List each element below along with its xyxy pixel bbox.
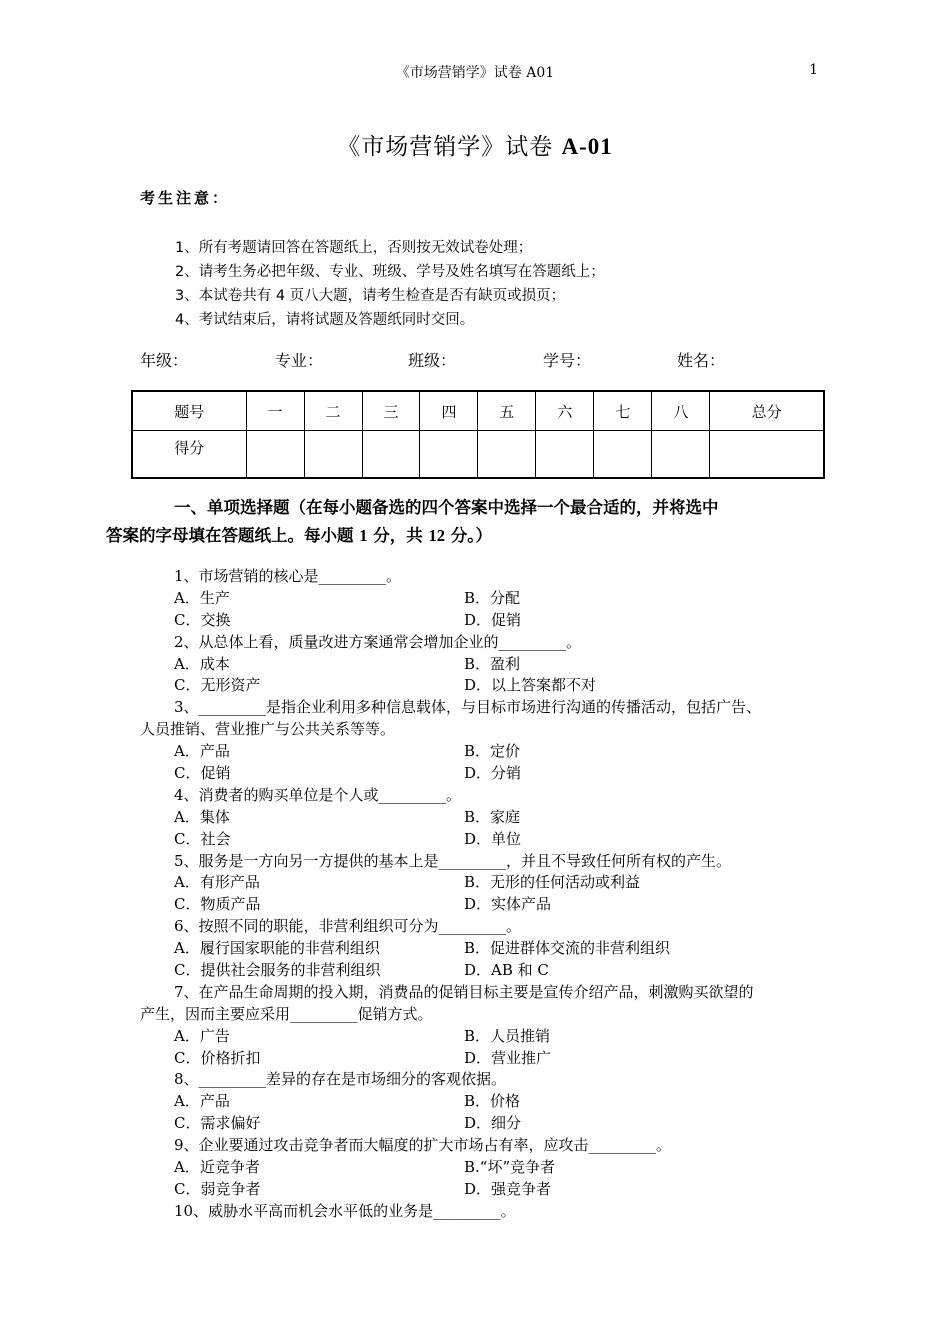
score-header-cell: 三 bbox=[362, 391, 420, 431]
grade-label: 年级： bbox=[140, 351, 189, 370]
score-cell bbox=[420, 431, 478, 479]
score-cell bbox=[304, 431, 362, 479]
option-row bbox=[140, 610, 830, 632]
score-header-cell: 一 bbox=[246, 391, 304, 431]
option-right: B．定价 bbox=[464, 742, 521, 761]
option-row bbox=[140, 1091, 830, 1113]
score-cell bbox=[594, 431, 652, 479]
score-table bbox=[131, 390, 825, 479]
score-row-label: 得分 bbox=[132, 431, 246, 479]
option-right: D．以上答案都不对 bbox=[464, 676, 597, 695]
question-stem: 6、按照不同的职能，非营利组织可分为_________。 bbox=[174, 917, 522, 936]
document-title-code: A-01 bbox=[561, 134, 613, 159]
score-header-cell: 四 bbox=[420, 391, 478, 431]
score-header-cell: 五 bbox=[478, 391, 536, 431]
section-1-total: 12 bbox=[428, 526, 445, 545]
question-list bbox=[140, 566, 830, 1223]
option-right: D．AB 和 C bbox=[464, 961, 549, 980]
option-right: B．无形的任何活动或利益 bbox=[464, 873, 641, 892]
option-right: B．人员推销 bbox=[464, 1026, 551, 1045]
major-label: 专业： bbox=[275, 351, 324, 370]
option-row bbox=[140, 872, 830, 894]
score-table-header-row bbox=[132, 391, 824, 431]
option-left: C．需求偏好 bbox=[174, 1114, 261, 1133]
option-row bbox=[140, 741, 830, 763]
section-1-heading-line bbox=[106, 522, 830, 550]
score-cell bbox=[652, 431, 710, 479]
option-row bbox=[140, 938, 830, 960]
score-table-score-row bbox=[132, 431, 824, 479]
option-left: C．弱竞争者 bbox=[174, 1179, 261, 1198]
option-row bbox=[140, 654, 830, 676]
name-label: 姓名： bbox=[677, 351, 726, 370]
option-right: D．实体产品 bbox=[464, 895, 552, 914]
option-left: C．促销 bbox=[174, 764, 231, 783]
option-row bbox=[140, 807, 830, 829]
option-left: C．无形资产 bbox=[174, 676, 261, 695]
option-right: B．促进群体交流的非营利组织 bbox=[464, 939, 671, 958]
option-right: D．细分 bbox=[464, 1114, 522, 1133]
page-number: 1 bbox=[809, 62, 818, 78]
score-header-cell: 七 bbox=[594, 391, 652, 431]
option-right: B．盈利 bbox=[464, 654, 521, 673]
option-left: A．生产 bbox=[174, 588, 230, 607]
option-left: A．履行国家职能的非营利组织 bbox=[174, 939, 380, 958]
option-left: A．产品 bbox=[174, 742, 230, 761]
notice-item: 1、所有考题请回答在答题纸上，否则按无效试卷处理； bbox=[175, 240, 533, 256]
question-stem: 产生，因而主要应采用_________促销方式。 bbox=[140, 1004, 433, 1023]
question-stem: 8、_________差异的存在是市场细分的客观依据。 bbox=[174, 1070, 507, 1089]
option-right: D．单位 bbox=[464, 829, 522, 848]
option-row bbox=[140, 894, 830, 916]
option-left: C．价格折扣 bbox=[174, 1048, 261, 1067]
notice-list bbox=[175, 236, 605, 332]
notice-item: 2、请考生务必把年级、专业、班级、学号及姓名填写在答题纸上； bbox=[175, 264, 605, 280]
section-1-heading-text: 答案的字母填在答题纸上。每小题 bbox=[106, 526, 360, 545]
option-left: A．产品 bbox=[174, 1092, 230, 1111]
option-left: A．有形产品 bbox=[174, 873, 260, 892]
option-row bbox=[140, 763, 830, 785]
question-stem: 7、在产品生命周期的投入期，消费品的促销目标主要是宣传介绍产品，刺激购买欲望的 bbox=[174, 982, 754, 1001]
option-left: C．物质产品 bbox=[174, 895, 261, 914]
option-left: A．广告 bbox=[174, 1026, 230, 1045]
running-header-title: 《市场营销学》试卷 A01 bbox=[395, 65, 555, 81]
score-header-cell: 题号 bbox=[132, 391, 246, 431]
option-left: A．集体 bbox=[174, 807, 230, 826]
document-title-main: 《市场营销学》试卷 bbox=[337, 134, 562, 160]
option-left: A．成本 bbox=[174, 654, 230, 673]
option-row bbox=[140, 1113, 830, 1135]
document-title bbox=[0, 128, 950, 161]
score-cell bbox=[478, 431, 536, 479]
option-right: B．分配 bbox=[464, 588, 521, 607]
running-header bbox=[0, 62, 950, 82]
option-right: D．分销 bbox=[464, 764, 522, 783]
option-left: C．社会 bbox=[174, 829, 231, 848]
option-left: C．交换 bbox=[174, 610, 231, 629]
score-cell bbox=[246, 431, 304, 479]
question-stem: 3、_________是指企业利用多种信息载体，与目标市场进行沟通的传播活动，包括广告、 bbox=[174, 698, 762, 717]
question-stem: 人员推销、营业推广与公共关系等等。 bbox=[140, 720, 396, 739]
notice-item: 3、本试卷共有 4 页八大题，请考生检查是否有缺页或损页； bbox=[175, 288, 566, 304]
option-row bbox=[140, 1026, 830, 1048]
section-1-heading-line: 一、单项选择题（在每小题备选的四个答案中选择一个最合适的，并将选中 bbox=[174, 498, 719, 517]
option-right: B．家庭 bbox=[464, 807, 521, 826]
notice-item: 4、考试结束后，请将试题及答题纸同时交回。 bbox=[175, 312, 475, 328]
option-row bbox=[140, 960, 830, 982]
section-1-heading-text: 分。） bbox=[445, 526, 492, 545]
score-header-cell: 二 bbox=[304, 391, 362, 431]
option-row bbox=[140, 675, 830, 697]
question-stem: 10、威胁水平高而机会水平低的业务是_________。 bbox=[174, 1201, 516, 1220]
option-right: D．营业推广 bbox=[464, 1048, 552, 1067]
class-label: 班级： bbox=[408, 351, 457, 370]
option-left: A．近竞争者 bbox=[174, 1158, 260, 1177]
section-1-heading bbox=[106, 494, 830, 550]
section-1-points: 1 bbox=[359, 526, 368, 545]
option-right: D．促销 bbox=[464, 610, 522, 629]
student-info-row bbox=[140, 348, 820, 372]
question-stem: 2、从总体上看，质量改进方案通常会增加企业的_________。 bbox=[174, 632, 582, 651]
score-cell bbox=[362, 431, 420, 479]
question-stem: 5、服务是一方向另一方提供的基本上是_________，并且不导致任何所有权的产生。 bbox=[174, 851, 732, 870]
score-cell bbox=[536, 431, 594, 479]
section-1-heading-text: 分，共 bbox=[367, 526, 429, 545]
option-row bbox=[140, 829, 830, 851]
option-right: B.“坏”竞争者 bbox=[464, 1158, 556, 1177]
score-header-cell: 八 bbox=[652, 391, 710, 431]
option-right: D．强竞争者 bbox=[464, 1179, 552, 1198]
option-left: C．提供社会服务的非营利组织 bbox=[174, 961, 381, 980]
score-header-cell: 总分 bbox=[710, 391, 824, 431]
score-header-cell: 六 bbox=[536, 391, 594, 431]
option-row bbox=[140, 588, 830, 610]
question-stem: 1、市场营销的核心是_________。 bbox=[174, 567, 402, 585]
question-stem: 4、消费者的购买单位是个人或_________。 bbox=[174, 785, 462, 804]
student-id-label: 学号： bbox=[543, 351, 592, 370]
notice-label: 考生注意： bbox=[140, 189, 231, 207]
score-cell bbox=[710, 431, 824, 479]
question-stem: 9、企业要通过攻击竞争者而大幅度的扩大市场占有率，应攻击_________。 bbox=[174, 1136, 672, 1155]
option-row bbox=[140, 1048, 830, 1070]
option-row bbox=[140, 1157, 830, 1179]
option-right: B．价格 bbox=[464, 1092, 521, 1111]
option-row bbox=[140, 1179, 830, 1201]
